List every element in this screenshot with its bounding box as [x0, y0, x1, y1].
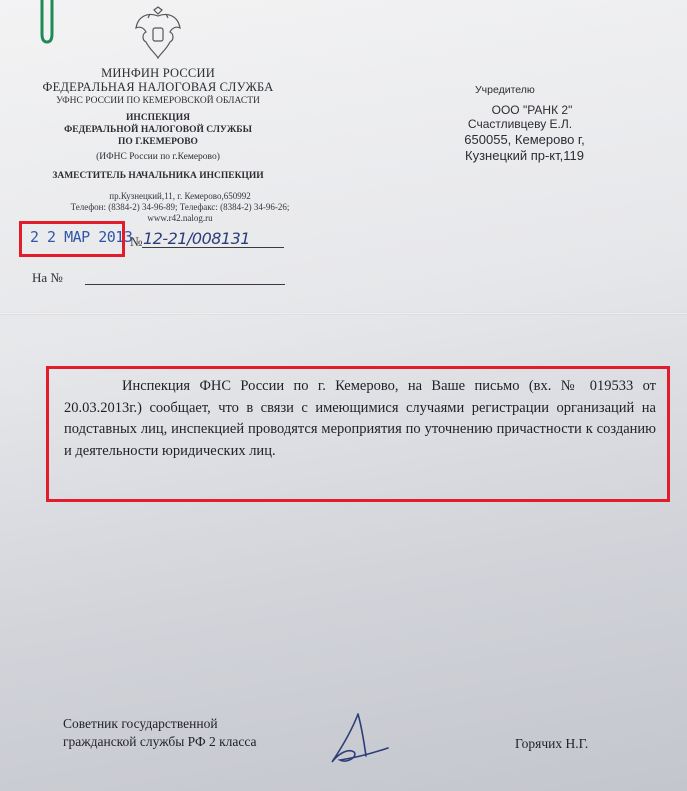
recipient-city: 650055, Кемерово г, [464, 132, 585, 147]
recipient-street: Кузнецкий пр-кт,119 [465, 148, 584, 163]
inspection-city: ПО Г.КЕМЕРОВО [118, 137, 198, 147]
reference-label: На № [32, 270, 63, 285]
postal-address: пр.Кузнецкий,11, г. Кемерово,650992 [109, 191, 251, 201]
date-highlight-box [19, 221, 133, 257]
outgoing-number: 12-21/008131 [143, 229, 250, 248]
inspection-short-name: (ИФНС России по г.Кемерово) [96, 152, 220, 162]
recipient-person: Счастливцеву Е.Л. [467, 117, 573, 131]
inspection-title: ИНСПЕКЦИЯ [126, 113, 190, 123]
handwritten-signature [318, 708, 408, 768]
service-name: ФЕДЕРАЛЬНАЯ НАЛОГОВАЯ СЛУЖБА [42, 80, 274, 94]
recipient-company: ООО "РАНК 2" [491, 103, 573, 117]
coat-of-arms-emblem [130, 6, 186, 62]
signatory-name: Горячих Н.Г. [515, 736, 589, 751]
signatory-title-line2: гражданской службы РФ 2 класса [63, 734, 257, 749]
regional-office-name: УФНС РОССИИ ПО КЕМЕРОВСКОЙ ОБЛАСТИ [56, 96, 260, 106]
paper-fold [0, 312, 687, 315]
phone-fax: Телефон: (8384-2) 34-96-89; Телефакс: (8384-2) 34-96-26; [70, 202, 290, 212]
paperclip-icon [36, 0, 58, 46]
reference-underline [85, 284, 285, 285]
inspection-service: ФЕДЕРАЛЬНОЙ НАЛОГОВОЙ СЛУЖБЫ [64, 125, 252, 135]
signatory-title-line1: Советник государственной [63, 716, 218, 731]
recipient-role: Учредителю [475, 84, 535, 96]
date-stamp: 2 2 МАР 2013 [30, 228, 133, 246]
number-sign: № [130, 234, 143, 249]
official-position: ЗАМЕСТИТЕЛЬ НАЧАЛЬНИКА ИНСПЕКЦИИ [52, 171, 264, 181]
ministry-name: МИНФИН РОССИИ [101, 66, 215, 80]
letter-body: Инспекция ФНС России по г. Кемерово, на Ваше письмо (вх. № 019533 от 20.03.2013г.) сообщает, что в связи с имеющимися случаями регистрации организаций на подставных лиц, инспекцией проводятся мероприятия по уточнению причастности к созданию и деятельности юридических лиц. [64, 378, 656, 459]
website: www.r42.nalog.ru [147, 213, 213, 223]
